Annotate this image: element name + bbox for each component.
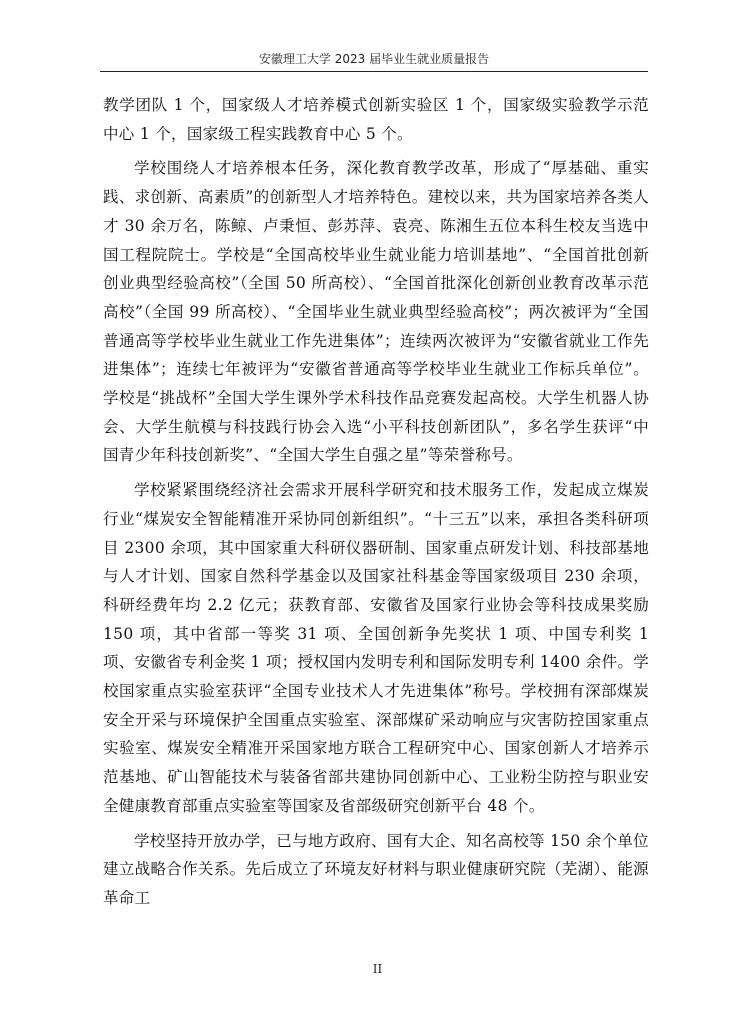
page-number: II	[372, 962, 383, 976]
report-title: 安徽理工大学 2023 届毕业生就业质量报告	[258, 52, 490, 66]
page-header	[100, 51, 648, 72]
body-text	[103, 91, 649, 913]
paragraph-continuation: 教学团队 1 个，国家级人才培养模式创新实验区 1 个，国家级实验教学示范中心 1 个，国家级工程实践教育中心 5 个。	[103, 96, 649, 143]
paragraph-research: 学校紧紧围绕经济社会需求开展科学研究和技术服务工作，发起成立煤炭行业“煤炭安全智能精准开采协同创新组织”。“十三五”以来，承担各类科研项目 2300 余项，其中国家重大科研仪器研制、国家重点研发计划、科技部基地与人才计划、国家自然科学基金以及国家社科基金等国家级项目 230 余项，科研经费年均 2.2 亿元；获教育部、安徽省及国家行业协会等科技成果奖励 150 项，其中省部一等奖 31 项、全国创新争先奖状 1 项、中国专利奖 1 项、安徽省专利金奖 1 项；授权国内发明专利和国际发明专利 1400 余件。学校国家重点实验室获评“全国专业技术人才先进集体”称号。学校拥有深部煤炭安全开采与环境保护全国重点实验室、深部煤矿采动响应与灾害防控国家重点实验室、煤炭安全精准开采国家地方联合工程研究中心、国家创新人才培养示范基地、矿山智能技术与装备省部共建协同创新中心、工业粉尘防控与职业安全健康教育部重点实验室等国家及省部级研究创新平台 48 个。	[103, 481, 649, 815]
paragraph-cooperation: 学校坚持开放办学，已与地方政府、国有大企、知名高校等 150 余个单位建立战略合作关系。先后成立了环境友好材料与职业健康研究院（芜湖）、能源革命工	[103, 831, 649, 907]
paragraph-talent-training: 学校围绕人才培养根本任务，深化教育教学改革，形成了“厚基础、重实践、求创新、高素质”的创新型人才培养特色。建校以来，共为国家培养各类人才 30 余万名，陈鲸、卢秉恒、彭苏萍、袁亮、陈湘生五位本科生校友当选中国工程院院士。学校是“全国高校毕业生就业能力培训基地”、“全国首批创新创业典型经验高校”（全国 50 所高校）、“全国首批深化创新创业教育改革示范高校”（全国 99 所高校）、“全国毕业生就业典型经验高校”；两次被评为“全国普通高等学校毕业生就业工作先进集体”；连续两次被评为“安徽省就业工作先进集体”；连续七年被评为“安徽省普通高等学校毕业生就业工作标兵单位”。学校是“挑战杯”全国大学生课外学术科技作品竞赛发起高校。大学生机器人协会、大学生航模与科技践行协会入选“小平科技创新团队”，多名学生获评“中国青少年科技创新奖”、“全国大学生自强之星”等荣誉称号。	[103, 159, 649, 465]
header-divider	[100, 71, 648, 72]
